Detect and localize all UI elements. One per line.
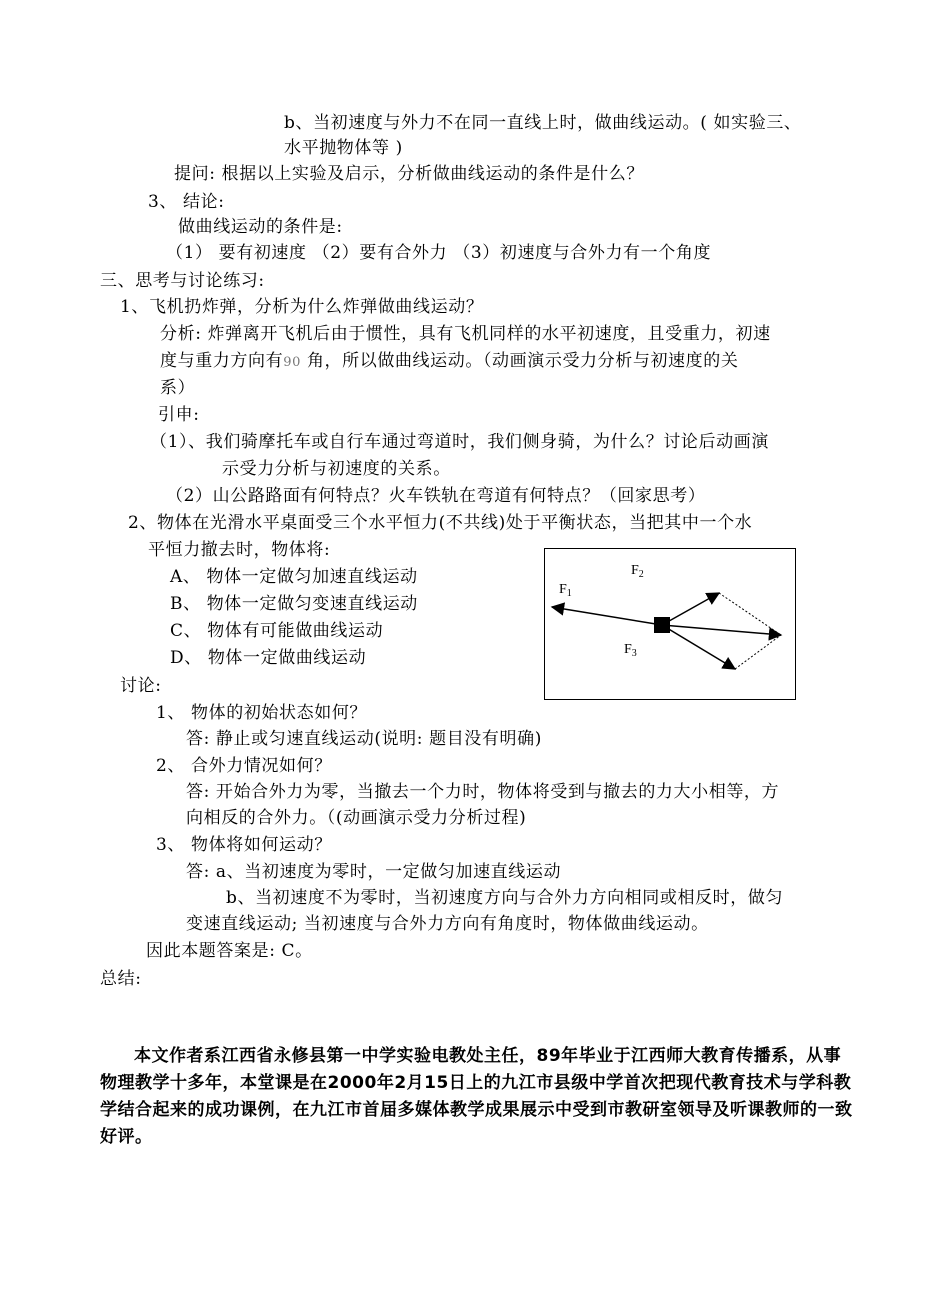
discussion-heading: 讨论: xyxy=(120,676,162,696)
extension-2: （2）山公路路面有何特点？火车铁轨在弯道有何特点？（回家思考） xyxy=(166,486,706,506)
extension-1-line-2: 示受力分析与初速度的关系。 xyxy=(222,459,451,479)
b-condition-line-1: b、当初速度与外力不在同一直线上时，做曲线运动。( 如实验三、 xyxy=(284,113,802,133)
question-line: 提问: 根据以上实验及启示，分析做曲线运动的条件是什么？ xyxy=(174,164,644,184)
discussion-2: 2、 合外力情况如何？ xyxy=(156,756,332,776)
f2-label: $F_2$ xyxy=(631,563,644,580)
resultant-arrow xyxy=(662,625,781,635)
author-note: 本文作者系江西省永修县第一中学实验电教处主任，89年毕业于江西师大教育传播系，从事物理教学十多年，本堂课是在2000年2月15日上的九江市县级中学首次把现代教育技术与学科教学结合起来的成功课例，在九江市首届多媒体教学成果展示中受到市教研室领导及听课教师的一致好评。 xyxy=(100,1046,853,1147)
f2-arrow xyxy=(662,593,719,625)
discussion-2-answer-line-2: 向相反的合外力。（(动画演示受力分析过程) xyxy=(186,808,527,828)
analysis-line-1: 分析: 炸弹离开飞机后由于惯性，具有飞机同样的水平初速度，且受重力，初速 xyxy=(160,324,771,344)
question-2-line-2: 平恒力撤去时，物体将: xyxy=(148,540,331,560)
object-block xyxy=(654,617,670,633)
f1-label: $F_1$ xyxy=(559,582,572,599)
option-d: D、 物体一定做曲线运动 xyxy=(170,648,367,668)
discussion-3-answer-a: 答: a、当初速度为零时，一定做匀加速直线运动 xyxy=(186,862,562,882)
b-condition-line-2: 水平抛物体等 ) xyxy=(284,138,403,158)
analysis-line-3: 系） xyxy=(160,378,196,398)
final-answer: 因此本题答案是: C。 xyxy=(146,941,313,961)
analysis-text-b: 角，所以做曲线运动。（动画演示受力分析与初速度的关 xyxy=(300,351,739,371)
analysis-text-a: 度与重力方向有 xyxy=(160,351,284,371)
discussion-3-answer-b-line-1: b、当初速度不为零时，当初速度方向与合外力方向相同或相反时，做匀 xyxy=(226,888,784,908)
force-diagram xyxy=(544,548,796,700)
discussion-1: 1、 物体的初始状态如何？ xyxy=(156,703,368,723)
analysis-line-2 xyxy=(160,350,738,374)
discussion-1-answer: 答: 静止或匀速直线运动(说明: 题目没有明确) xyxy=(186,729,542,749)
section-3-heading: 三、思考与讨论练习: xyxy=(100,271,265,291)
force-diagram-svg xyxy=(545,549,795,699)
f3-arrow xyxy=(662,625,735,669)
option-b: B、 物体一定做匀变速直线运动 xyxy=(170,594,418,614)
f1-arrow xyxy=(552,607,662,625)
summary-heading: 总结: xyxy=(100,969,142,989)
extension-heading: 引申: xyxy=(158,405,200,425)
question-1: 1、飞机扔炸弹，分析为什么炸弹做曲线运动？ xyxy=(120,297,484,317)
parallelogram-edge-top xyxy=(719,593,781,635)
option-a: A、 物体一定做匀加速直线运动 xyxy=(170,567,418,587)
f3-label: $F_3$ xyxy=(624,642,637,659)
angle-value: 90 xyxy=(283,355,301,370)
parallelogram-edge-bottom xyxy=(735,635,781,669)
discussion-3: 3、 物体将如何运动？ xyxy=(156,835,332,855)
extension-1-line-1: （1）、我们骑摩托车或自行车通过弯道时，我们侧身骑，为什么？讨论后动画演 xyxy=(150,432,769,452)
discussion-3-answer-b-line-2: 变速直线运动; 当初速度与合外力方向有角度时，物体做曲线运动。 xyxy=(186,914,709,934)
conclusion-items: （1） 要有初速度 （2）要有合外力 （3）初速度与合外力有一个角度 xyxy=(166,243,712,263)
discussion-2-answer-line-1: 答: 开始合外力为零，当撤去一个力时，物体将受到与撤去的力大小相等，方 xyxy=(186,782,780,802)
question-2-line-1: 2、物体在光滑水平桌面受三个水平恒力(不共线)处于平衡状态，当把其中一个水 xyxy=(128,513,753,533)
conclusion-condition: 做曲线运动的条件是: xyxy=(178,217,343,237)
option-c: C、 物体有可能做曲线运动 xyxy=(170,621,384,641)
conclusion-heading: 3、 结论: xyxy=(148,192,225,212)
